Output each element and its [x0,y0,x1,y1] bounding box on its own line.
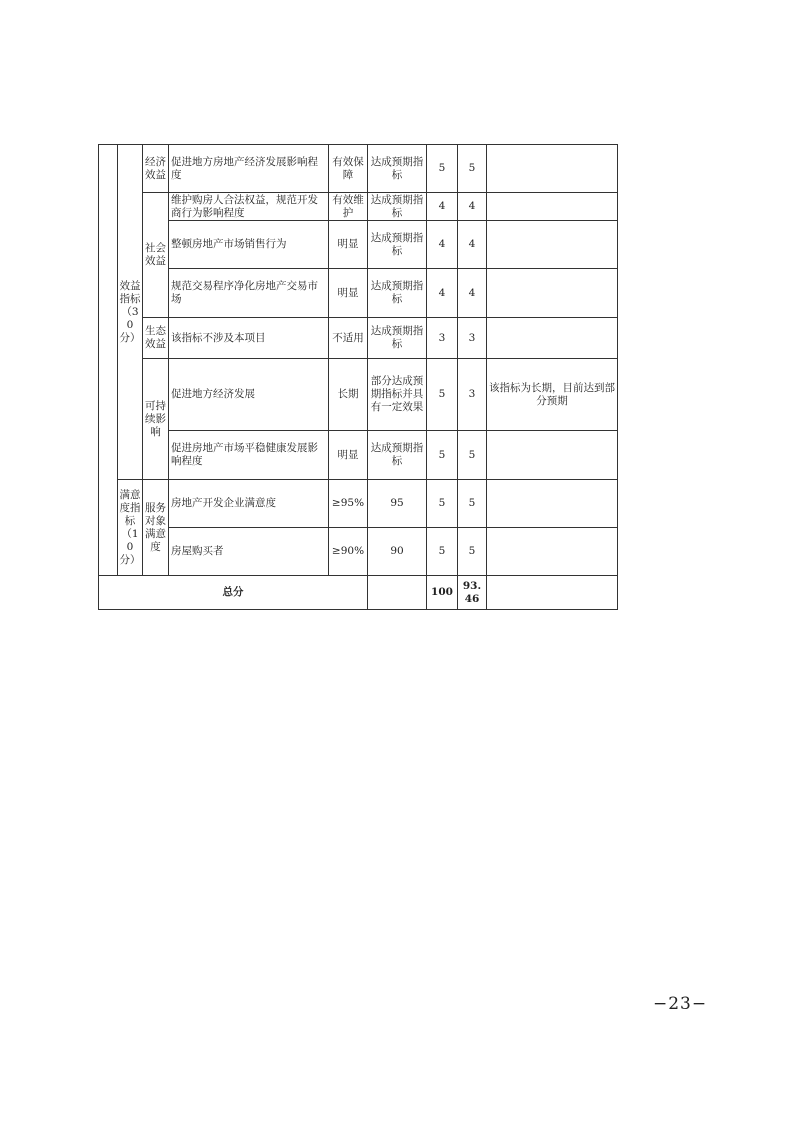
table-row [99,359,618,431]
target-cell: 明显 [329,221,368,269]
table-row [99,221,618,269]
table-row [99,528,618,576]
score-cell: 3 [458,318,487,359]
score-cell: 5 [458,145,487,193]
actual-cell: 达成预期指标 [368,431,427,480]
level1-cell [99,145,118,576]
target-cell: ≥90% [329,528,368,576]
weight-cell: 4 [427,269,458,318]
indicator-cell: 维护购房人合法权益，规范开发商行为影响程度 [169,193,329,221]
indicator-cell: 整顿房地产市场销售行为 [169,221,329,269]
target-cell: 长期 [329,359,368,431]
table-row [99,145,618,193]
actual-cell: 达成预期指标 [368,193,427,221]
note-cell [487,269,618,318]
score-cell: 5 [458,480,487,528]
note-cell [487,480,618,528]
target-cell: 明显 [329,269,368,318]
indicator-cell: 该指标不涉及本项目 [169,318,329,359]
note-cell [487,221,618,269]
note-cell: 该指标为长期，目前达到部分预期 [487,359,618,431]
total-weight: 100 [427,576,458,610]
indicator-cell: 房屋购买者 [169,528,329,576]
total-label: 总分 [99,576,368,610]
weight-cell: 5 [427,359,458,431]
level3-cell-economic: 经济效益 [143,145,169,193]
score-cell: 4 [458,193,487,221]
table-row [99,480,618,528]
note-cell [487,145,618,193]
actual-cell: 90 [368,528,427,576]
note-cell [487,193,618,221]
weight-cell: 3 [427,318,458,359]
note-cell [487,528,618,576]
indicator-cell: 房地产开发企业满意度 [169,480,329,528]
score-cell: 4 [458,221,487,269]
performance-evaluation-table [98,144,618,610]
table-row [99,318,618,359]
weight-cell: 4 [427,193,458,221]
note-cell [487,318,618,359]
level3-cell-ecological: 生态效益 [143,318,169,359]
table-row [99,431,618,480]
weight-cell: 5 [427,145,458,193]
target-cell: 不适用 [329,318,368,359]
actual-cell: 达成预期指标 [368,221,427,269]
page-number: −23− [653,994,708,1014]
table-row [99,269,618,318]
score-cell: 5 [458,528,487,576]
weight-cell: 5 [427,528,458,576]
actual-cell: 95 [368,480,427,528]
indicator-cell: 促进房地产市场平稳健康发展影响程度 [169,431,329,480]
indicator-cell: 促进地方房地产经济发展影响程度 [169,145,329,193]
note-cell [487,431,618,480]
score-cell: 4 [458,269,487,318]
table-row [99,193,618,221]
weight-cell: 5 [427,431,458,480]
score-cell: 3 [458,359,487,431]
target-cell: ≥95% [329,480,368,528]
level2-cell-benefit: 效益指标（30分） [118,145,143,480]
actual-cell: 部分达成预期指标并具有一定效果 [368,359,427,431]
total-score: 93.46 [458,576,487,610]
weight-cell: 4 [427,221,458,269]
level3-cell-social: 社会效益 [143,193,169,318]
target-cell: 明显 [329,431,368,480]
total-blank-cell [368,576,427,610]
actual-cell: 达成预期指标 [368,269,427,318]
indicator-cell: 促进地方经济发展 [169,359,329,431]
level3-cell-sustainable: 可持续影响 [143,359,169,480]
level2-cell-satisfaction: 满意度指标（10分） [118,480,143,576]
target-cell: 有效维护 [329,193,368,221]
weight-cell: 5 [427,480,458,528]
total-row [99,576,618,610]
target-cell: 有效保障 [329,145,368,193]
score-cell: 5 [458,431,487,480]
actual-cell: 达成预期指标 [368,318,427,359]
actual-cell: 达成预期指标 [368,145,427,193]
level3-cell-service: 服务对象满意度 [143,480,169,576]
indicator-cell: 规范交易程序净化房地产交易市场 [169,269,329,318]
total-note-cell [487,576,618,610]
